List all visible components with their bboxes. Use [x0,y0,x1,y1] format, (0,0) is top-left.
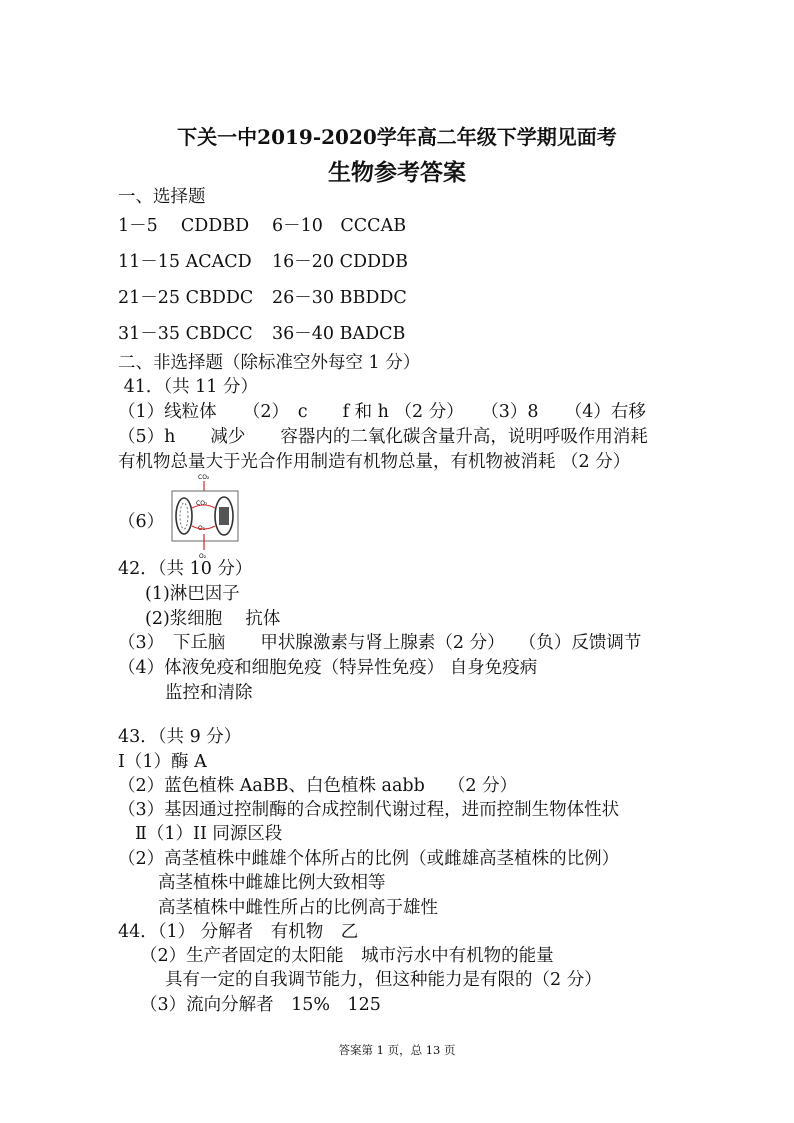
question-44-line: 具有一定的自我调节能力，但这种能力是有限的（2 分） [165,970,602,990]
choice-answer-left: 21－25 CBDDC [118,288,254,308]
o2-label-mid: O₂ [198,525,206,532]
question-41-line: （6） [118,512,165,532]
question-42-line: （4）体液免疫和细胞免疫（特异性免疫） 自身免疫病 [118,658,538,678]
question-42-line: 监控和清除 [165,683,253,703]
choice-answer-right: 6－10 CCCAB [272,216,407,236]
question-43-heading: 43．（共 9 分） [118,727,242,747]
choice-answer-right: 16－20 CDDDB [272,252,408,272]
question-43-line: I（1）酶 A [118,752,207,772]
question-43-line: （2）蓝色植株 AaBB、白色植株 aabb （2 分） [118,776,518,796]
question-43-line: （2）高茎植株中雌雄个体所占的比例（或雌雄高茎植株的比例） [118,849,620,869]
question-43-line: 高茎植株中雌性所占的比例高于雄性 [158,898,438,918]
question-43-line: 高茎植株中雌雄比例大致相等 [158,873,386,893]
question-41-heading: 41．（共 11 分） [118,377,258,397]
question-44-line: （2）生产者固定的太阳能 城市污水中有机物的能量 [140,946,554,966]
question-41-line: （5）h 减少 容器内的二氧化碳含量升高，说明呼吸作用消耗 [118,427,648,447]
question-43-line: （3）基因通过控制酶的合成控制代谢过程，进而控制生物体性状 [118,800,620,820]
choice-answer-left: 11－15 ACACD [118,252,252,272]
mitochondrion-shape [176,498,192,534]
document-title: 下关一中2019-2020学年高二年级下学期见面考 [177,125,617,149]
question-42-heading: 42．（共 10 分） [118,559,253,579]
question-41-line: （1）线粒体 （2） c f 和 h （2 分） （3）8 （4）右移 [118,402,646,422]
section-heading-choice: 一、选择题 [118,187,206,207]
choice-answer-right: 36－40 BADCB [272,324,406,344]
choice-answer-left: 1－5 CDDBD [118,216,250,236]
choice-answer-right: 26－30 BBDDC [272,288,407,308]
question-44-line: （3）流向分解者 15% 125 [140,995,381,1015]
chloroplast-grana [219,507,229,525]
co2-label-mid: CO₂ [196,500,208,507]
question-42-line: (2)浆细胞 抗体 [145,609,281,629]
question-42-line: (1)淋巴因子 [145,584,240,604]
section-heading-nonchoice: 二、非选择题（除标准空外每空 1 分） [118,353,421,373]
page-footer: 答案第 1 页，总 13 页 [338,1043,456,1057]
choice-answer-left: 31－35 CBDCC [118,324,253,344]
question-41-line: 有机物总量大于光合作用制造有机物总量，有机物被消耗 （2 分） [118,452,631,472]
question-43-line: Ⅱ（1）II 同源区段 [135,824,283,844]
question-42-line: （3） 下丘脑 甲状腺激素与肾上腺素（2 分） （负）反馈调节 [118,633,642,653]
co2-label-top: CO₂ [198,474,210,481]
document-subtitle: 生物参考答案 [328,160,466,186]
question-44-heading: 44．（1） 分解者 有机物 乙 [118,922,359,942]
cell-organelle-diagram [168,472,242,560]
o2-label-bottom: O₂ [199,553,207,560]
